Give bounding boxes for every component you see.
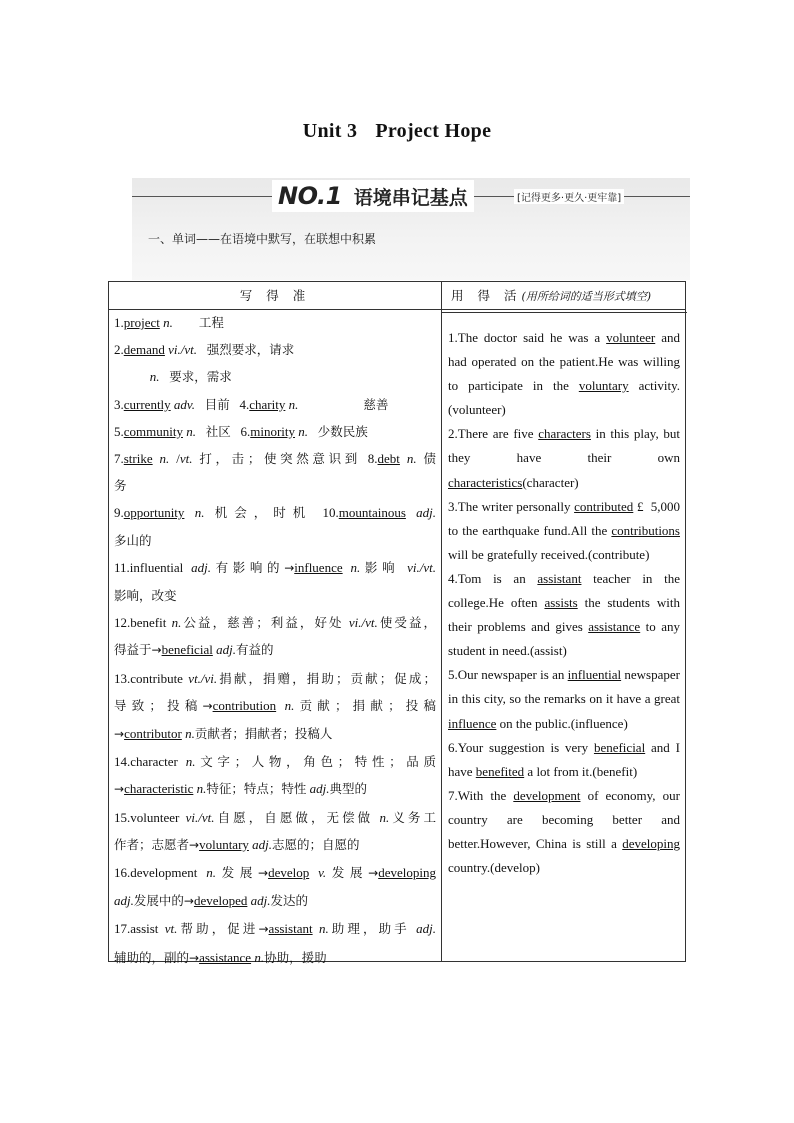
vocab-item: 15.volunteer vi./vt.自愿，自愿做，无偿做 n.义务工 [114,809,436,825]
section-number: NO.1 [278,182,342,210]
vocab-item: →characteristic n.特征；特点；特性 adj.典型的 [114,781,368,797]
vocab-item: 14.character n.文字；人物，角色；特性；品质 [114,754,436,770]
vocab-item: 17.assist vt.帮助，促进→assistant n.助理，助手 adj. [114,921,436,937]
column-divider [441,282,442,961]
vocab-item: 辅助的，副的→assistance n.协助，援助 [114,949,327,965]
vocab-item: 导致；投稿→contribution n.贡献；捐献；投稿 [114,697,436,713]
vocab-item: 3.currently adv. 目前 4.charity n. 慈善 [114,396,389,412]
exercise-item: 3.The writer personally contributed £ 5,000 to the earthquake fund.All the contributions will be gratefully received.(contribute) [448,498,681,562]
exercise-item: 7.With the development of economy, our country are becoming better and better.However, China is still a developing country.(develop) [448,787,680,876]
right-column-header: 用 得 活(用所给词的适当形式填空) [451,288,652,303]
vocab-item: →contributor n.贡献者；捐献者；投稿人 [114,726,333,742]
section-tagline: [记得更多·更久·更牢靠] [514,189,624,204]
left-column-header: 写 得 准 [239,288,311,303]
exercise-item: 4.Tom is an assistant teacher in the college.He often assists the students with their problems and gives assistance to any student in need.(assist) [448,570,680,659]
vocab-item: 16.development n.发展→develop v.发展→developing [114,865,436,881]
section-heading [272,180,474,212]
page-title: Unit 3 Project Hope [302,120,492,142]
header-divider-right [442,312,687,313]
vocab-item: 作者；志愿者→voluntary adj.志愿的；自愿的 [114,836,360,852]
vocab-item: 7.strike n. /vt. 打，击；使突然意识到 8.debt n. 债 [114,451,436,467]
vocab-item: 12.benefit n.公益，慈善；利益，好处 vi./vt.使受益， [114,615,437,631]
vocab-item: 13.contribute vt./vi.捐献，捐赠，捐助；贡献；促成； [114,670,436,686]
left-column [114,309,436,972]
vocab-item: 1.project n. 工程 [114,315,224,330]
vocab-item: 11.influential adj.有影响的→influence n.影响 vi./vt. [114,559,437,575]
exercise-item: 6.Your suggestion is very beneficial and I have benefited a lot from it.(benefit) [448,739,680,779]
exercise-item: 1.The doctor said he was a volunteer and had operated on the patient.He was willing to participate in the voluntary activity.(volunteer) [448,330,680,418]
subheading: 一、单词——在语境中默写，在联想中积累 [148,232,377,246]
vocab-item: 得益于→beneficial adj.有益的 [114,642,274,658]
vocab-item: 9.opportunity n. 机会，时机 10.mountainous adj. [114,505,437,521]
vocab-item: 2.demand vi./vt. 强烈要求，请求 [114,342,295,358]
vocab-item: 5.community n. 社区 6.minority n. 少数民族 [114,423,368,439]
vocab-item: n. 要求，需求 [149,369,232,385]
section-title: 语境串记基点 [353,186,468,209]
exercise-item: 2.There are five characters in this play, but they have their own characteristics(character) [448,426,681,490]
vocab-item: 务 [114,478,127,494]
vocab-item: 多山的 [114,532,152,548]
vocabulary-table [108,281,686,965]
exercise-item: 5.Our newspaper is an influential newspaper in this city, so the remarks on it have a great influence on the public.(influence) [448,667,680,731]
right-column [448,326,680,880]
vocab-item: 影响，改变 [114,588,177,604]
vocab-item: adj.发展中的→developed adj.发达的 [114,893,309,909]
